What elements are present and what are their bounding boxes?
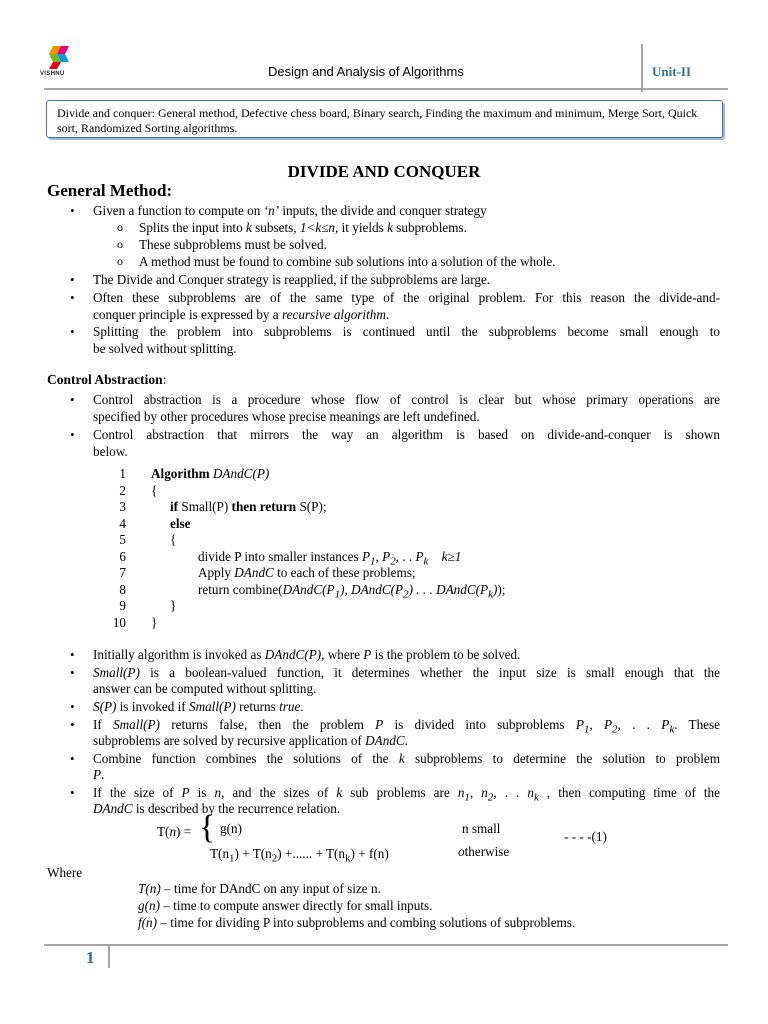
control-bullet-2-line-1: Control abstraction that mirrors the way an algorithm is based on divide-and-conquer is shown: [93, 427, 720, 442]
note-5-line-1: Combine function combines the solutions of the k subproblems to determine the solution to problem: [93, 751, 720, 766]
control-bullet-1-line-1: Control abstraction is a procedure whose flow of control is clear but whose primary operations are: [93, 392, 720, 407]
footer-rule: [44, 944, 728, 946]
general-bullet-3-line-1: Often these subproblems are of the same type of the original problem. For this reason the divide-and-: [93, 290, 720, 305]
bullet-icon: •: [70, 785, 75, 800]
line-number: 9: [119, 598, 126, 613]
recurrence-case-2: $T(n_1) + T(n_2)$ +...... + $T(n_k) + f(n)$: [210, 846, 389, 865]
logo-text: VISHNU: [40, 71, 65, 77]
line-number: 8: [119, 581, 126, 597]
control-bullet-2-line-2: below.: [93, 444, 128, 459]
line-number: 4: [119, 515, 126, 531]
page-title: DIVIDE AND CONQUER: [287, 162, 481, 181]
bullet-icon: •: [70, 324, 75, 339]
sub-bullet-2: These subproblems must be solved.: [139, 237, 327, 252]
note-3: S(P) is invoked if Small(P) returns true.: [93, 699, 304, 714]
note-5-line-2: P.: [93, 767, 105, 782]
code-line-6: divide P into smaller instances $P_1$, $P_2$, . . $P_k$ k≥1: [198, 548, 462, 568]
bullet-icon: •: [70, 203, 75, 218]
code-line-7: Apply DAndC to each of these problems;: [198, 565, 416, 580]
recurrence-case-1: g(n): [220, 821, 242, 836]
code-line-1: Algorithm DAndC(P): [151, 466, 270, 481]
footer-divider: [108, 946, 110, 968]
general-bullet-1: Given a function to compute on ‘n’ inputs, the divide and conquer strategy: [93, 203, 487, 218]
vishnu-logo-icon: [44, 44, 78, 84]
bullet-icon: •: [70, 272, 75, 287]
note-2-line-2: answer can be computed without splitting.: [93, 681, 317, 696]
brace-icon: {: [199, 809, 216, 846]
where-label: Where: [47, 865, 83, 880]
circle-bullet-icon: o: [117, 237, 123, 251]
header-divider: [641, 44, 643, 92]
note-6-line-1: If the size of P is n, and the sizes of k sub problems are $n_1$, $n_2$, . . $n_k$ , then computing time of the: [93, 785, 721, 804]
recurrence-case-2-condition: otherwise: [458, 844, 510, 859]
circle-bullet-icon: o: [117, 254, 123, 268]
where-item-1: T(n) – time for DAndC on any input of size n.: [138, 881, 381, 896]
line-number: 5: [119, 532, 126, 547]
code-line-2: {: [151, 482, 158, 498]
where-item-3: f(n) – time for dividing P into subproblems and combing solutions of subproblems.: [138, 915, 576, 930]
code-line-9: }: [170, 598, 177, 613]
note-4-line-1: If Small(P) returns false, then the problem P is divided into subproblems $P_1$, $P_2$, . . $P_k$. These: [93, 717, 721, 736]
line-number: 10: [112, 614, 126, 630]
header-rule: [44, 88, 728, 90]
bullet-icon: •: [70, 647, 75, 662]
note-1: Initially algorithm is invoked as DAndC(P), where P is the problem to be solved.: [93, 647, 521, 662]
bullet-icon: •: [70, 290, 75, 305]
header-title: Design and Analysis of Algorithms: [268, 64, 464, 79]
bullet-icon: •: [70, 665, 75, 680]
note-4-line-2: subproblems are solved by recursive application of DAndC.: [93, 733, 408, 748]
code-line-5: {: [170, 532, 177, 547]
circle-bullet-icon: o: [117, 220, 123, 234]
where-item-2: g(n) – time to compute answer directly for small inputs.: [138, 898, 433, 913]
bullet-icon: •: [70, 717, 75, 732]
line-number: 2: [119, 482, 126, 498]
general-method-heading: General Method:: [47, 181, 173, 200]
general-bullet-4-line-1: Splitting the problem into subproblems is continued until the subproblems become small enough to: [93, 324, 720, 339]
bullet-icon: •: [70, 751, 75, 766]
code-line-8: return $combine(DAndC(P_1)$, $DAndC(P_2)$ . . . $DAndC(P_k)$);: [198, 581, 506, 601]
line-number: 3: [119, 499, 126, 514]
general-bullet-2: The Divide and Conquer strategy is reapplied, if the subproblems are large.: [93, 272, 491, 287]
note-2-line-1: Small(P) is a boolean-valued function, it determines whether the input size is small enough that the: [93, 665, 720, 680]
sub-bullet-3: A method must be found to combine sub solutions into a solution of the whole.: [139, 254, 556, 269]
page-number: 1: [86, 948, 95, 967]
control-abstraction-heading: Control Abstraction:: [47, 372, 167, 387]
code-line-10: }: [151, 614, 158, 630]
general-bullet-4-line-2: be solved without splitting.: [93, 341, 237, 356]
equation-number: - - - -(1): [564, 829, 607, 844]
line-number: 7: [119, 565, 126, 580]
control-bullet-1-line-2: specified by other procedures whose precise meanings are left undefined.: [93, 409, 480, 424]
unit-label: Unit-II: [652, 64, 692, 79]
note-6-line-2: DAndC is described by the recurrence relation.: [93, 801, 341, 816]
line-number: 6: [119, 548, 126, 564]
code-line-3: if Small(P) then return S(P);: [170, 499, 327, 514]
sub-bullet-1: Splits the input into k subsets, 1<k≤n, it yields k subproblems.: [139, 220, 467, 235]
bullet-icon: •: [70, 392, 75, 407]
line-number: 1: [119, 466, 126, 481]
bullet-icon: •: [70, 699, 75, 714]
recurrence-case-1-condition: n small: [462, 821, 501, 836]
bullet-icon: •: [70, 427, 75, 442]
code-line-4: else: [170, 515, 191, 531]
recurrence-lhs: T(n) =: [157, 824, 192, 839]
topics-box: Divide and conquer: General method, Defective chess board, Binary search, Finding the maximum and minimum, Merge Sort, Quick sort, Randomized Sorting algorithms.: [46, 100, 723, 138]
general-bullet-3-line-2: conquer principle is expressed by a recursive algorithm.: [93, 307, 390, 322]
